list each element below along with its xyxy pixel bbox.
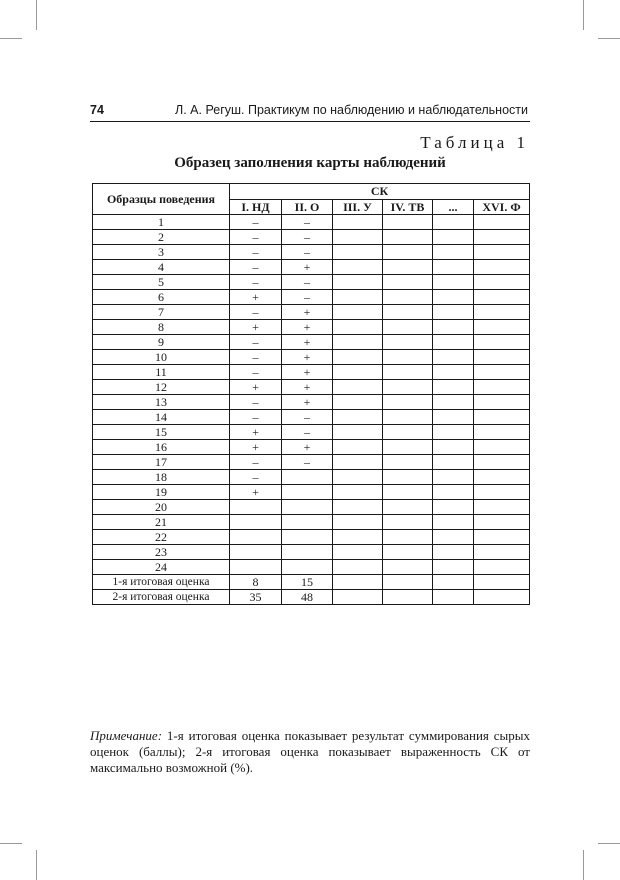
table-cell	[474, 365, 530, 380]
table-cell	[282, 545, 333, 560]
table-cell: +	[282, 305, 333, 320]
table-cell	[433, 260, 474, 275]
table-cell	[433, 320, 474, 335]
table-cell	[433, 215, 474, 230]
table-cell	[383, 575, 433, 590]
table-cell: +	[282, 440, 333, 455]
table-cell	[433, 545, 474, 560]
table-cell	[383, 560, 433, 575]
table-cell: 15	[282, 575, 333, 590]
table-row	[93, 215, 530, 230]
table-row	[93, 365, 530, 380]
table-cell	[474, 425, 530, 440]
crop-mark	[0, 38, 22, 39]
table-cell	[282, 515, 333, 530]
table-row	[93, 410, 530, 425]
table-cell: +	[230, 290, 282, 305]
table-cell: –	[282, 425, 333, 440]
table-cell	[333, 485, 383, 500]
table-row	[93, 230, 530, 245]
table-cell	[383, 410, 433, 425]
row-label: 1-я итоговая оценка	[93, 575, 230, 590]
table-cell	[433, 485, 474, 500]
note-label: Примечание:	[90, 728, 163, 743]
row-label: 24	[93, 560, 230, 575]
table-cell	[383, 425, 433, 440]
table-cell	[433, 425, 474, 440]
table-cell	[333, 545, 383, 560]
table-cell	[282, 470, 333, 485]
table-title: Образец заполнения карты наблюдений	[174, 155, 446, 171]
table-cell	[383, 215, 433, 230]
row-label: 14	[93, 410, 230, 425]
row-label: 18	[93, 470, 230, 485]
table-cell	[433, 245, 474, 260]
table-cell	[433, 560, 474, 575]
table-row	[93, 395, 530, 410]
table-cell	[433, 395, 474, 410]
table-row	[93, 455, 530, 470]
row-label: 2	[93, 230, 230, 245]
row-label: 9	[93, 335, 230, 350]
table-cell: –	[282, 455, 333, 470]
table-cell	[383, 320, 433, 335]
table-cell	[333, 470, 383, 485]
table-cell	[383, 260, 433, 275]
row-label: 15	[93, 425, 230, 440]
table-cell	[383, 515, 433, 530]
table-cell	[383, 455, 433, 470]
table-cell	[333, 395, 383, 410]
table-cell: 8	[230, 575, 282, 590]
table-cell: –	[282, 230, 333, 245]
table-cell	[383, 440, 433, 455]
table-cell	[282, 485, 333, 500]
note-text: 1-я итоговая оценка показывает результат суммирования сырых оценок (баллы); 2-я итоговая оценка показывает выраженность СК от максимально возможной (%).	[90, 728, 530, 775]
header-rule	[90, 121, 530, 122]
table-body	[93, 215, 530, 605]
table-cell	[333, 260, 383, 275]
table-row	[93, 530, 530, 545]
table-cell	[474, 575, 530, 590]
table-cell: –	[230, 395, 282, 410]
table-cell: +	[282, 320, 333, 335]
table-cell	[474, 275, 530, 290]
table-cell	[230, 515, 282, 530]
table-cell	[433, 350, 474, 365]
table-cell	[383, 485, 433, 500]
table-cell: –	[230, 230, 282, 245]
running-title: Л. А. Регуш. Практикум по наблюдению и наблюдательности	[175, 103, 528, 117]
table-cell: –	[282, 215, 333, 230]
table-row	[93, 245, 530, 260]
table-cell	[333, 560, 383, 575]
table-cell	[333, 335, 383, 350]
table-cell	[333, 290, 383, 305]
table-cell: +	[282, 350, 333, 365]
table-cell: –	[282, 275, 333, 290]
table-cell	[383, 245, 433, 260]
table-cell	[282, 500, 333, 515]
table-cell: –	[230, 365, 282, 380]
table-row	[93, 590, 530, 605]
table-cell	[474, 320, 530, 335]
table-cell: –	[230, 470, 282, 485]
table-cell: +	[230, 440, 282, 455]
table-cell: 48	[282, 590, 333, 605]
table-cell	[383, 305, 433, 320]
crop-mark	[36, 0, 37, 30]
table-row	[93, 260, 530, 275]
row-label: 17	[93, 455, 230, 470]
table-cell: +	[230, 320, 282, 335]
table-cell	[474, 245, 530, 260]
table-cell	[433, 575, 474, 590]
table-cell	[383, 230, 433, 245]
table-cell	[433, 380, 474, 395]
table-cell	[333, 530, 383, 545]
table-cell	[433, 365, 474, 380]
table-cell: –	[282, 245, 333, 260]
table-cell	[474, 545, 530, 560]
table-cell	[383, 395, 433, 410]
table-cell	[333, 440, 383, 455]
column-header: III. У	[333, 200, 383, 215]
table-row	[93, 350, 530, 365]
table-cell	[433, 470, 474, 485]
table-cell	[474, 410, 530, 425]
table-cell	[474, 515, 530, 530]
crop-mark	[583, 0, 584, 30]
table-cell	[333, 305, 383, 320]
table-row	[93, 575, 530, 590]
table-cell	[333, 380, 383, 395]
table-cell	[333, 230, 383, 245]
table-cell	[383, 365, 433, 380]
row-label: 2-я итоговая оценка	[93, 590, 230, 605]
table-cell	[383, 470, 433, 485]
table-cell	[474, 215, 530, 230]
table-cell	[433, 500, 474, 515]
table-cell	[333, 350, 383, 365]
table-cell	[474, 530, 530, 545]
row-label: 7	[93, 305, 230, 320]
table-cell: +	[230, 485, 282, 500]
table-row	[93, 485, 530, 500]
table-cell: 35	[230, 590, 282, 605]
table-cell: +	[282, 335, 333, 350]
table-row	[93, 500, 530, 515]
table-cell	[474, 230, 530, 245]
table-cell	[383, 530, 433, 545]
table-cell	[230, 560, 282, 575]
table-cell: +	[282, 260, 333, 275]
table-cell: +	[282, 395, 333, 410]
table-row	[93, 305, 530, 320]
table-cell: –	[230, 305, 282, 320]
column-header: XVI. Ф	[474, 200, 530, 215]
table-cell: +	[230, 380, 282, 395]
table-row	[93, 290, 530, 305]
table-row	[93, 380, 530, 395]
observation-table	[92, 183, 530, 605]
table-row	[93, 275, 530, 290]
row-label: 1	[93, 215, 230, 230]
table-cell	[333, 575, 383, 590]
table-row	[93, 515, 530, 530]
table-cell	[333, 410, 383, 425]
row-label: 6	[93, 290, 230, 305]
column-header: II. О	[282, 200, 333, 215]
table-cell: –	[230, 260, 282, 275]
table-cell	[433, 290, 474, 305]
crop-mark	[598, 38, 620, 39]
row-label: 11	[93, 365, 230, 380]
table-cell	[474, 560, 530, 575]
table-cell	[230, 530, 282, 545]
crop-mark	[598, 843, 620, 844]
table-cell	[333, 320, 383, 335]
table-cell	[433, 275, 474, 290]
row-label: 10	[93, 350, 230, 365]
row-label: 20	[93, 500, 230, 515]
table-cell	[282, 560, 333, 575]
table-cell	[433, 410, 474, 425]
table-cell: –	[282, 410, 333, 425]
group-header: СК	[230, 184, 530, 200]
row-label: 12	[93, 380, 230, 395]
table-cell	[433, 305, 474, 320]
table-cell: –	[230, 245, 282, 260]
table-cell	[433, 230, 474, 245]
table-cell	[282, 530, 333, 545]
table-cell	[383, 275, 433, 290]
column-header: I. НД	[230, 200, 282, 215]
table-cell: –	[230, 455, 282, 470]
table-cell: +	[282, 365, 333, 380]
row-label: 23	[93, 545, 230, 560]
table-cell	[230, 545, 282, 560]
row-header: Образцы поведения	[93, 184, 230, 215]
table-cell	[474, 395, 530, 410]
row-label: 13	[93, 395, 230, 410]
table-cell	[333, 515, 383, 530]
table-label: Таблица 1	[420, 133, 529, 152]
crop-mark	[583, 850, 584, 880]
table-cell	[433, 440, 474, 455]
page-number: 74	[90, 103, 104, 117]
table-cell	[474, 260, 530, 275]
table-cell: –	[230, 275, 282, 290]
table-cell	[333, 215, 383, 230]
table-row	[93, 560, 530, 575]
table-row	[93, 440, 530, 455]
table-cell	[383, 380, 433, 395]
column-header: ...	[433, 200, 474, 215]
table-cell	[333, 590, 383, 605]
table-cell	[383, 500, 433, 515]
table-row	[93, 470, 530, 485]
table-cell	[333, 455, 383, 470]
note	[90, 728, 530, 776]
table-cell	[333, 425, 383, 440]
row-label: 21	[93, 515, 230, 530]
row-label: 19	[93, 485, 230, 500]
table-cell: +	[282, 380, 333, 395]
table-cell	[474, 485, 530, 500]
table-cell	[474, 350, 530, 365]
table-cell	[383, 590, 433, 605]
table-cell: +	[230, 425, 282, 440]
table-row	[93, 545, 530, 560]
row-label: 5	[93, 275, 230, 290]
table-cell	[474, 455, 530, 470]
table-cell	[474, 500, 530, 515]
table-cell: –	[282, 290, 333, 305]
table-cell	[383, 545, 433, 560]
table-cell	[474, 440, 530, 455]
table-cell	[333, 365, 383, 380]
table-cell	[474, 305, 530, 320]
column-header: IV. ТВ	[383, 200, 433, 215]
table-cell	[433, 455, 474, 470]
row-label: 16	[93, 440, 230, 455]
table-cell: –	[230, 215, 282, 230]
table-cell	[383, 290, 433, 305]
crop-mark	[0, 843, 22, 844]
table-row	[93, 425, 530, 440]
row-label: 4	[93, 260, 230, 275]
table-cell	[383, 335, 433, 350]
table-cell: –	[230, 350, 282, 365]
table-cell: –	[230, 335, 282, 350]
table-row	[93, 335, 530, 350]
table-cell	[474, 380, 530, 395]
row-label: 3	[93, 245, 230, 260]
table-cell	[474, 470, 530, 485]
row-label: 22	[93, 530, 230, 545]
crop-mark	[36, 850, 37, 880]
table-cell	[333, 245, 383, 260]
table-cell	[383, 350, 433, 365]
table-cell	[433, 590, 474, 605]
table-row	[93, 320, 530, 335]
table-cell	[230, 500, 282, 515]
table-cell	[433, 530, 474, 545]
table-cell	[474, 335, 530, 350]
row-label: 8	[93, 320, 230, 335]
table-cell	[433, 335, 474, 350]
table-cell	[433, 515, 474, 530]
table-cell	[333, 275, 383, 290]
table-cell	[474, 290, 530, 305]
table-cell	[333, 500, 383, 515]
table-cell	[474, 590, 530, 605]
table-cell: –	[230, 410, 282, 425]
